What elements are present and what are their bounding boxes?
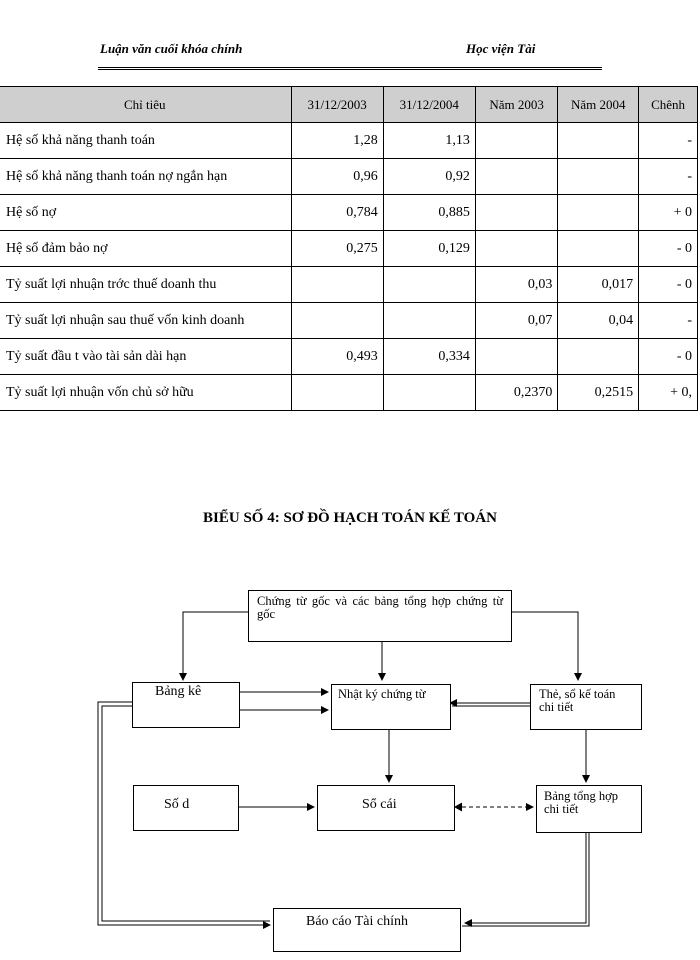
table-cell: 0,885 (383, 195, 475, 231)
connector-source-to-the-so (510, 612, 578, 680)
node-bang-tong-hop-chi-tiet (536, 785, 642, 833)
table-cell: 0,129 (383, 231, 475, 267)
connector-bang-tong-hop-to-bao-cao-double (462, 832, 589, 926)
table-cell: 0,2515 (558, 375, 639, 411)
table-cell: - (639, 303, 698, 339)
table-cell: - 0 (639, 339, 698, 375)
row-label: Hệ số khả năng thanh toán (0, 123, 291, 159)
column-header: 31/12/2003 (291, 87, 383, 123)
row-label: Tỷ suất lợi nhuận vốn chủ sở hữu (0, 375, 291, 411)
table-cell: 0,784 (291, 195, 383, 231)
node-so-du (133, 785, 239, 831)
table-cell: 0,92 (383, 159, 475, 195)
column-header: Chỉ tiêu (0, 87, 291, 123)
table-cell: - 0 (639, 231, 698, 267)
node-label: Bảng tổng hợp chi tiết (544, 789, 618, 816)
row-label: Hệ số nợ (0, 195, 291, 231)
node-the-so-chi-tiet (530, 684, 642, 730)
row-label: Tỷ suất lợi nhuận trớc thuế doanh thu (0, 267, 291, 303)
node-bao-cao-tai-chinh (273, 908, 461, 952)
node-so-cai (317, 785, 455, 831)
header-left-text: Luận văn cuối khóa chính (100, 41, 243, 56)
node-label: Số d (164, 797, 190, 812)
node-label: Sổ cái (362, 797, 397, 812)
node-source-documents (248, 590, 512, 642)
node-label: Bảng kê (155, 684, 202, 699)
column-header: Chênh (639, 87, 698, 123)
table-cell: 0,04 (558, 303, 639, 339)
connector-bang-tong-hop-to-bao-cao (465, 832, 586, 923)
table-cell: 0,493 (291, 339, 383, 375)
table-cell: 0,017 (558, 267, 639, 303)
table-cell: 0,07 (475, 303, 558, 339)
node-label: Chứng từ gốc và các bảng tổng hợp chứng từ gốc (257, 594, 503, 621)
table-cell: 1,13 (383, 123, 475, 159)
table-cell: 0,275 (291, 231, 383, 267)
table-cell: 0,2370 (475, 375, 558, 411)
table-cell: 1,28 (291, 123, 383, 159)
column-header: 31/12/2004 (383, 87, 475, 123)
table-cell: + 0 (639, 195, 698, 231)
table-cell: + 0, (639, 375, 698, 411)
column-header: Năm 2003 (475, 87, 558, 123)
table-cell: - (639, 123, 698, 159)
row-label: Hệ số đảm bảo nợ (0, 231, 291, 267)
table-cell: - 0 (639, 267, 698, 303)
table-cell: 0,03 (475, 267, 558, 303)
connector-source-to-bang-ke (183, 612, 248, 680)
diagram-title: BIỂU SỐ 4: SƠ ĐỒ HẠCH TOÁN KẾ TOÁN (203, 510, 497, 526)
node-label: Thẻ, sổ kế toán chi tiết (539, 687, 616, 714)
node-bang-ke (132, 682, 240, 728)
row-label: Hệ số khả năng thanh toán nợ ngắn hạn (0, 159, 291, 195)
row-label: Tỷ suất lợi nhuận sau thuế vốn kinh doanh (0, 303, 291, 339)
node-nhat-ky (331, 684, 451, 730)
table-cell: 0,96 (291, 159, 383, 195)
table-cell: 0,334 (383, 339, 475, 375)
row-label: Tỷ suất đầu t vào tài sản dài hạn (0, 339, 291, 375)
header-right-text: Học viện Tài (466, 41, 536, 56)
table-cell: - (639, 159, 698, 195)
connector-dashed-reverse-head (455, 803, 462, 811)
column-header: Năm 2004 (558, 87, 639, 123)
node-label: Nhật ký chứng từ (338, 687, 426, 701)
node-label: Báo cáo Tài chính (306, 914, 408, 929)
